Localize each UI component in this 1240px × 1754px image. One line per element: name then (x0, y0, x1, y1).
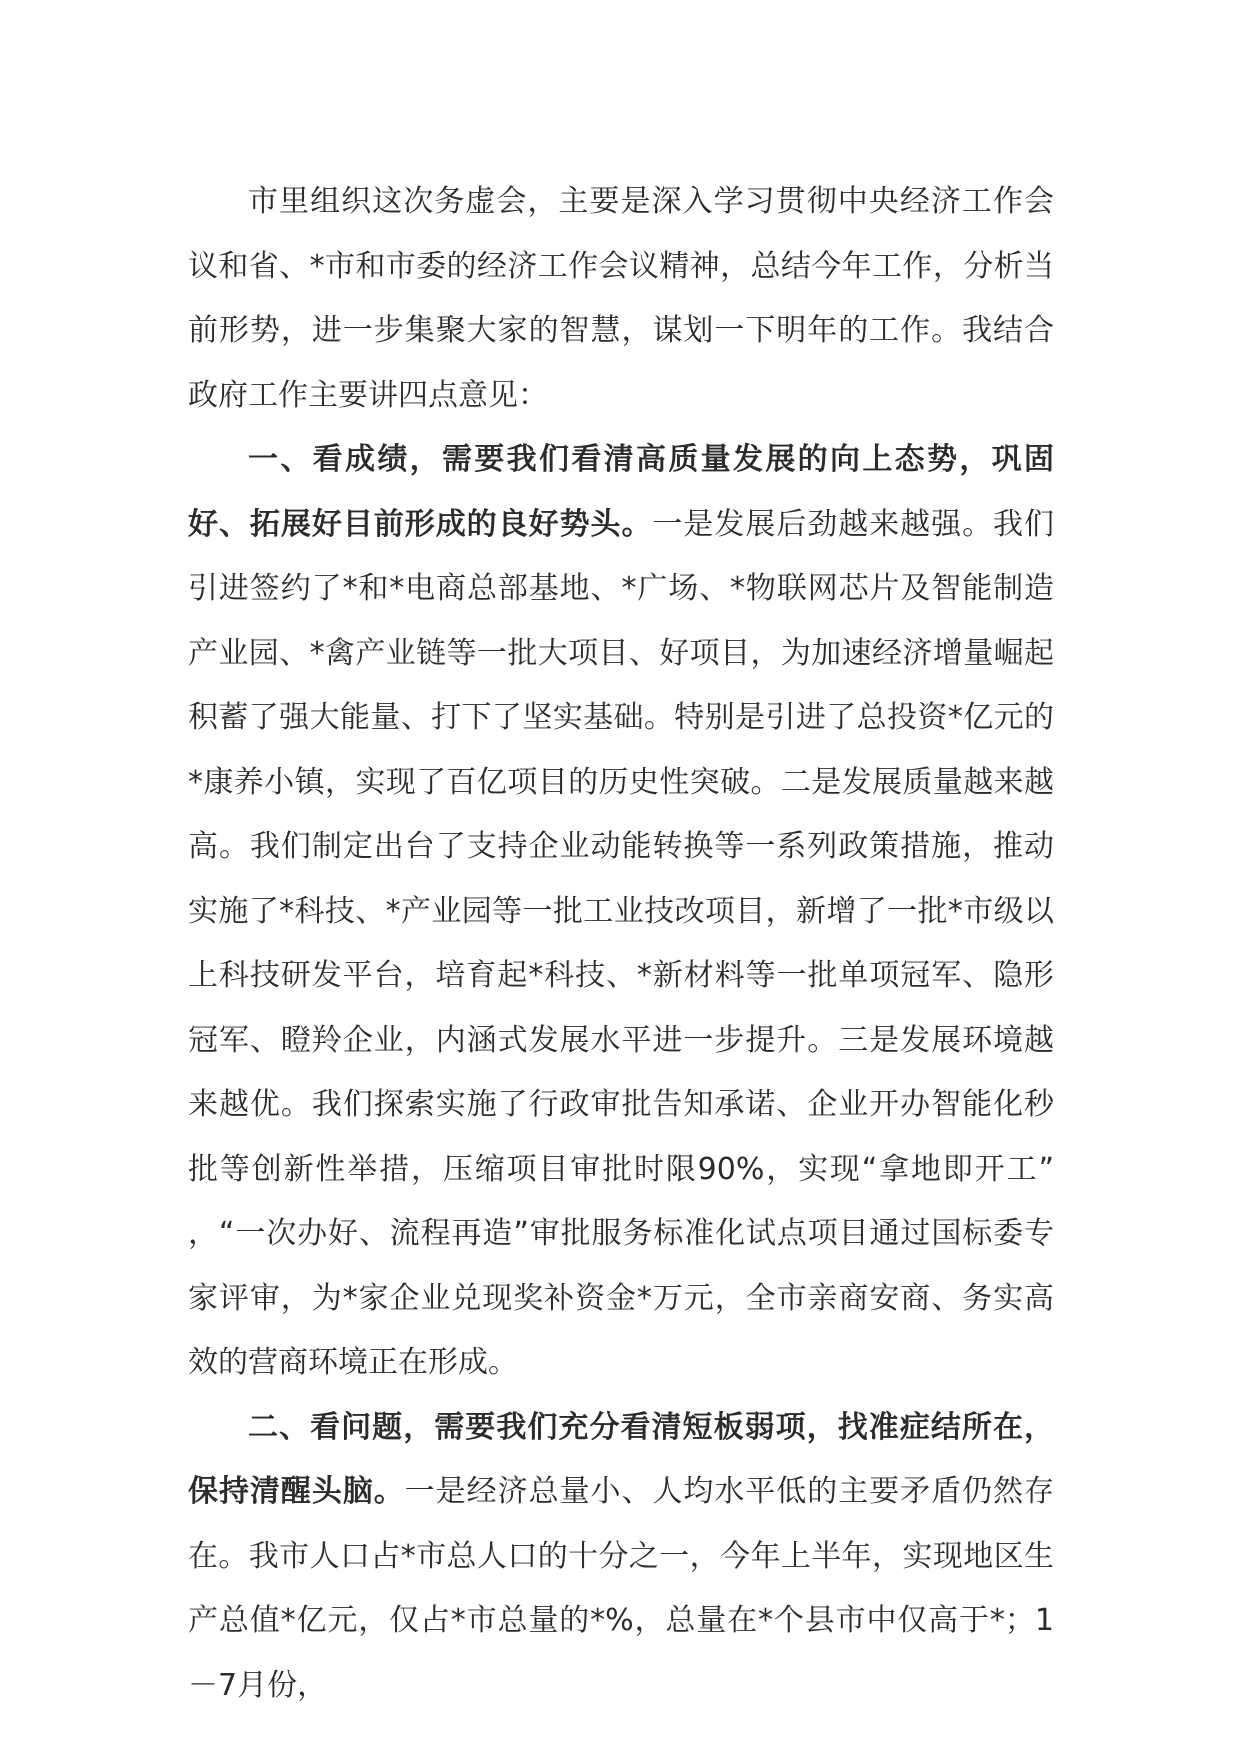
paragraph-problems (188, 1396, 1054, 1719)
paragraph-intro-text: 市里组织这次务虚会，主要是深入学习贯彻中央经济工作会议和省、*市和市委的经济工作会议精神，总结今年工作，分析当前形势，进一步集聚大家的智慧，谋划一下明年的工作。我结合政府工作主要讲四点意见： (188, 184, 1054, 413)
paragraph-problems-text: 一是经济总量小、人均水平低的主要矛盾仍然存在。我市人口占*市总人口的十分之一，今年上半年，实现地区生产总值*亿元，仅占*市总量的*%，总量在*个县市中仅高于*；1－7月份， (188, 1474, 1055, 1703)
section-heading-achievements: 一、看成绩，需要我们看清高质量发展的向上态势，巩固好、拓展好目前形成的良好势头。 (188, 442, 1054, 542)
section-heading-problems: 二、看问题，需要我们充分看清短板弱项，找准症结所在，保持清醒头脑。 (188, 1409, 1054, 1509)
paragraph-intro (188, 170, 1054, 428)
document-body (188, 170, 1054, 1718)
paragraph-achievements-text: 一是发展后劲越来越强。我们引进签约了*和*电商总部基地、*广场、*物联网芯片及智能制造产业园、*禽产业链等一批大项目、好项目，为加速经济增量崛起积蓄了强大能量、打下了坚实基础。特别是引进了总投资*亿元的*康养小镇，实现了百亿项目的历史性突破。二是发展质量越来越高。我们制定出台了支持企业动能转换等一系列政策措施，推动实施了*科技、*产业园等一批工业技改项目，新增了一批*市级以上科技研发平台，培育起*科技、*新材料等一批单项冠军、隐形冠军、瞪羚企业，内涵式发展水平进一步提升。三是发展环境越来越优。我们探索实施了行政审批告知承诺、企业开办智能化秒批等创新性举措，压缩项目审批时限90%，实现“拿地即开工” ，“一次办好、流程再造”审批服务标准化试点项目通过国标委专家评审，为*家企业兑现奖补资金*万元，全市亲商安商、务实高效的营商环境正在形成。 (188, 506, 1055, 1380)
paragraph-achievements (188, 428, 1054, 1396)
